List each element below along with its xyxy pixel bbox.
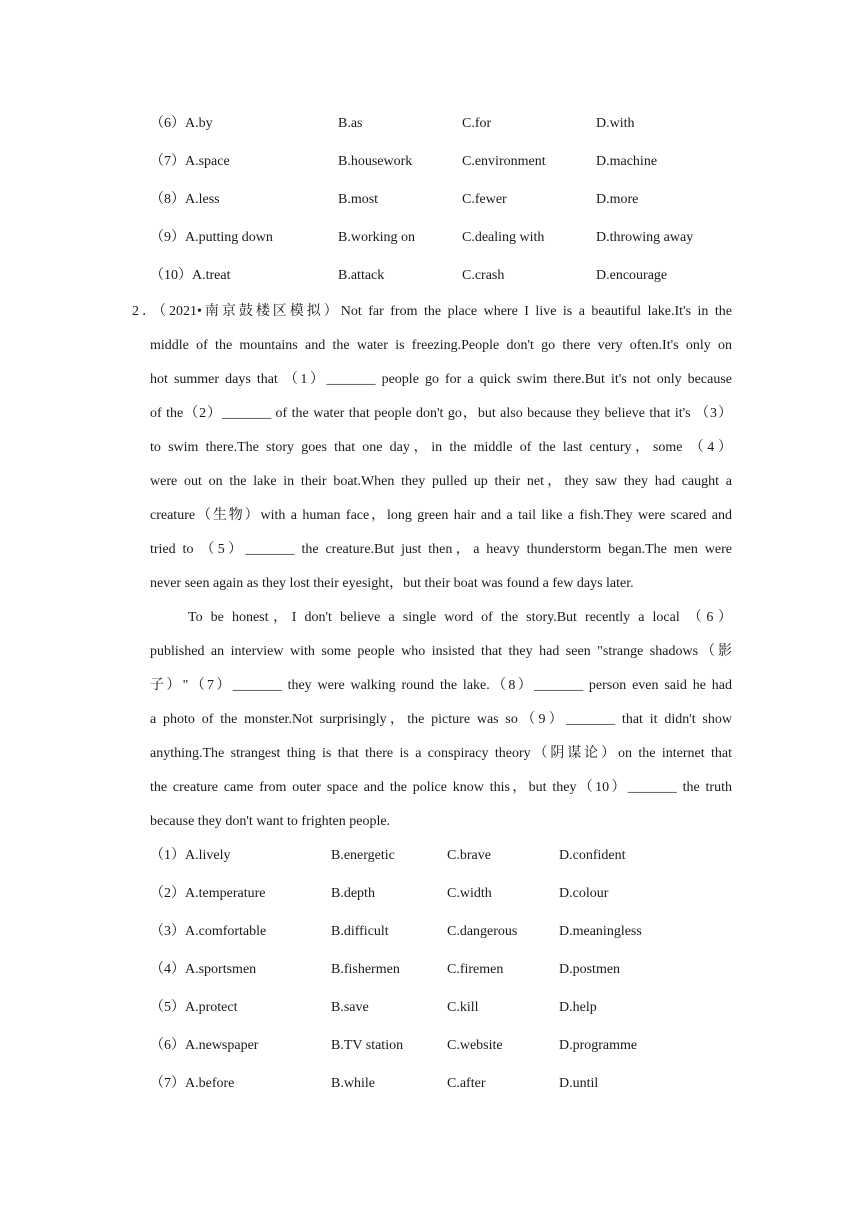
- passage-line: to swim there.The story goes that one day，in the middle of the last century，some （4）: [150, 440, 732, 455]
- passage-line: tried to （5）_______ the creature.But just then，a heavy thunderstorm began.The men were: [150, 542, 732, 557]
- option-b: B.as: [338, 116, 363, 131]
- passage-line: of the（2）_______ of the water that people don't go，but also because they believe that it's （3）: [150, 406, 732, 421]
- option-d: D.machine: [596, 154, 658, 169]
- passage-paragraph-start: To be honest，I don't believe a single word of the story.But recently a local （6）: [188, 610, 732, 625]
- option-b: B.attack: [338, 268, 385, 283]
- option-row: [0, 960, 860, 980]
- option-d: D.programme: [559, 1038, 638, 1053]
- option-b: B.save: [331, 1000, 369, 1015]
- option-a: （4）A.sportsmen: [150, 962, 257, 977]
- option-b: B.difficult: [331, 924, 389, 939]
- option-row: [0, 228, 860, 248]
- option-c: C.dealing with: [462, 230, 545, 245]
- option-c: C.firemen: [447, 962, 504, 977]
- option-d: D.colour: [559, 886, 609, 901]
- option-c: C.environment: [462, 154, 546, 169]
- passage-line: because they don't want to frighten people.: [150, 814, 391, 829]
- option-c: C.for: [462, 116, 492, 131]
- option-d: D.with: [596, 116, 635, 131]
- option-b: B.TV station: [331, 1038, 404, 1053]
- option-a: （3）A.comfortable: [150, 924, 267, 939]
- passage-line: never seen again as they lost their eyesight，but their boat was found a few days later.: [150, 576, 634, 591]
- option-d: D.more: [596, 192, 639, 207]
- option-a: （7）A.before: [150, 1076, 235, 1091]
- option-a: （6）A.by: [150, 116, 213, 131]
- option-row: [0, 152, 860, 172]
- option-d: D.encourage: [596, 268, 668, 283]
- option-a: （10）A.treat: [150, 268, 231, 283]
- option-a: （2）A.temperature: [150, 886, 266, 901]
- option-a: （6）A.newspaper: [150, 1038, 259, 1053]
- option-c: C.crash: [462, 268, 505, 283]
- passage-line: a photo of the monster.Not surprisingly，the picture was so（9）_______ that it didn't show: [150, 712, 732, 727]
- passage-line: middle of the mountains and the water is freezing.People don't go there very often.It's only on: [150, 338, 732, 353]
- option-row: [0, 922, 860, 942]
- option-b: B.while: [331, 1076, 375, 1091]
- question-header: 2．（2021•南京鼓楼区模拟）Not far from the place where I live is a beautiful lake.It's in the: [132, 304, 732, 319]
- option-b: B.energetic: [331, 848, 395, 863]
- option-b: B.most: [338, 192, 379, 207]
- passage-line: were out on the lake in their boat.When they pulled up their net，they saw they had caught a: [150, 474, 732, 489]
- option-a: （7）A.space: [150, 154, 230, 169]
- passage-line: creature（生物）with a human face，long green hair and a tail like a fish.They were scared and: [150, 508, 732, 523]
- option-c: C.website: [447, 1038, 503, 1053]
- option-c: C.kill: [447, 1000, 479, 1015]
- passage-line: the creature came from outer space and the police know this，but they（10）_______ the truth: [150, 780, 732, 795]
- option-c: C.after: [447, 1076, 486, 1091]
- passage-line: 子）"（7）_______ they were walking round the lake.（8）_______ person even said he had: [150, 678, 732, 693]
- passage-line: anything.The strangest thing is that there is a conspiracy theory（阴谋论）on the internet that: [150, 746, 732, 761]
- option-c: C.brave: [447, 848, 491, 863]
- option-a: （5）A.protect: [150, 1000, 238, 1015]
- option-a: （8）A.less: [150, 192, 220, 207]
- option-d: D.postmen: [559, 962, 621, 977]
- option-row: [0, 1036, 860, 1056]
- option-row: [0, 884, 860, 904]
- option-d: D.confident: [559, 848, 626, 863]
- passage-line: hot summer days that （1）_______ people go for a quick swim there.But it's not only because: [150, 372, 732, 387]
- option-b: B.working on: [338, 230, 415, 245]
- option-b: B.fishermen: [331, 962, 400, 977]
- option-row: [0, 846, 860, 866]
- option-a: （9）A.putting down: [150, 230, 273, 245]
- option-c: C.width: [447, 886, 492, 901]
- option-d: D.until: [559, 1076, 599, 1091]
- option-d: D.meaningless: [559, 924, 642, 939]
- option-d: D.throwing away: [596, 230, 694, 245]
- passage-line: published an interview with some people who insisted that they had seen "strange shadows（影: [150, 644, 732, 659]
- option-b: B.depth: [331, 886, 375, 901]
- option-a: （1）A.lively: [150, 848, 231, 863]
- option-b: B.housework: [338, 154, 413, 169]
- option-row: [0, 266, 860, 286]
- option-row: [0, 190, 860, 210]
- option-c: C.fewer: [462, 192, 507, 207]
- option-c: C.dangerous: [447, 924, 518, 939]
- option-row: [0, 998, 860, 1018]
- option-row: [0, 114, 860, 134]
- option-row: [0, 1074, 860, 1094]
- option-d: D.help: [559, 1000, 597, 1015]
